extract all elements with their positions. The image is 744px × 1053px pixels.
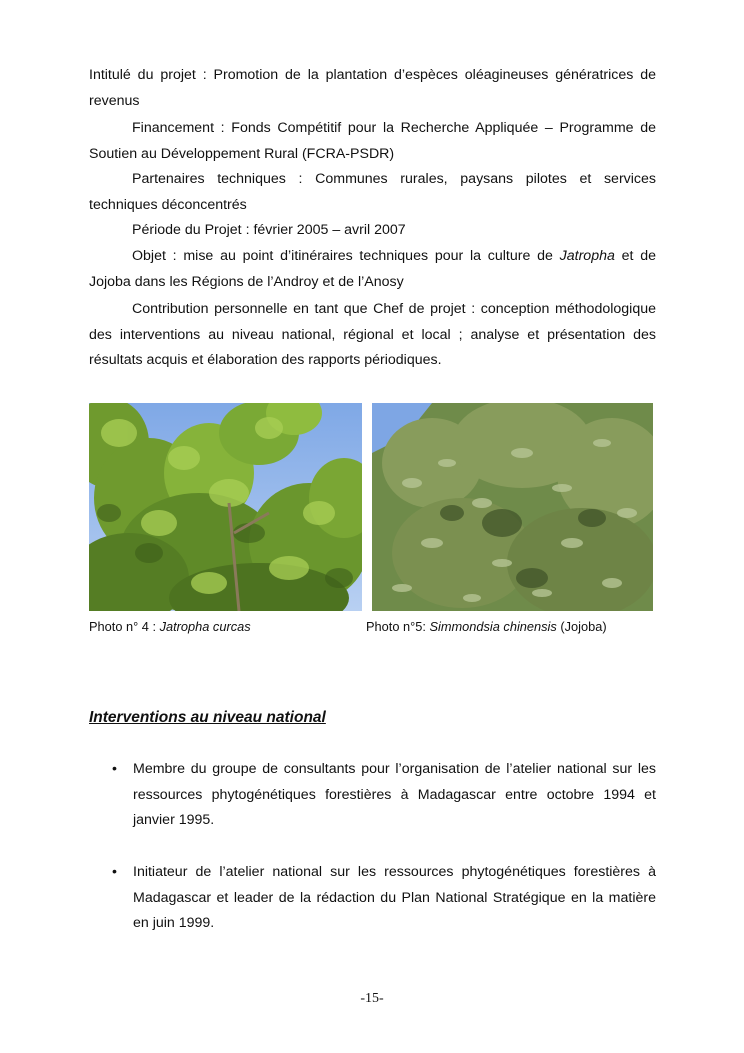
caption-suffix: (Jojoba) (556, 619, 607, 634)
project-contribution: Contribution personnelle en tant que Chef de projet : conception méthodologique des interventions au niveau national, régional et local ; analyse et présentation des résultats acquis et élaboration des rapports périodiques. (89, 301, 656, 369)
caption-prefix: Photo n° 4 : (89, 619, 160, 634)
project-financing: Financement : Fonds Compétitif pour la Recherche Appliquée – Programme de Soutien au Développement Rural (FCRA-PSDR) (89, 120, 656, 162)
project-title: Intitulé du projet : Promotion de la plantation d’espèces oléagineuses génératrices de revenus (89, 67, 656, 109)
bullet-icon: • (112, 864, 117, 880)
caption-prefix: Photo n°5: (366, 619, 430, 634)
list-item (112, 860, 656, 937)
objective-text-pre: Objet : mise au point d’itinéraires techniques pour la culture de (132, 248, 560, 264)
caption-species: Simmondsia chinensis (429, 619, 557, 634)
photo-caption-jojoba (366, 619, 607, 635)
bullet-icon: • (112, 761, 117, 777)
list-item-text: Initiateur de l’atelier national sur les ressources phytogénétiques forestières à Madagascar et leader de la rédaction du Plan National Stratégique en la matière en juin 1999. (133, 864, 656, 932)
section-heading: Interventions au niveau national (89, 709, 326, 726)
photo-jojoba (372, 403, 653, 611)
list-item (112, 757, 656, 834)
photo-caption-jatropha (89, 619, 251, 635)
objective-text-post: et de Jojoba dans les Régions de l’Androy et de l’Anosy (89, 248, 657, 290)
project-partners: Partenaires techniques : Communes rurales, paysans pilotes et services techniques déconcentrés (89, 171, 656, 213)
project-period: Période du Projet : février 2005 – avril 2007 (132, 222, 406, 238)
objective-species: Jatropha (559, 248, 615, 264)
photo-jatropha (89, 403, 362, 611)
project-objective (89, 244, 656, 295)
list-item-text: Membre du groupe de consultants pour l’organisation de l’atelier national sur les ressources phytogénétiques forestières à Madagascar entre octobre 1994 et janvier 1995. (133, 761, 656, 829)
caption-species: Jatropha curcas (159, 619, 251, 634)
page-number: -15- (360, 991, 384, 1006)
